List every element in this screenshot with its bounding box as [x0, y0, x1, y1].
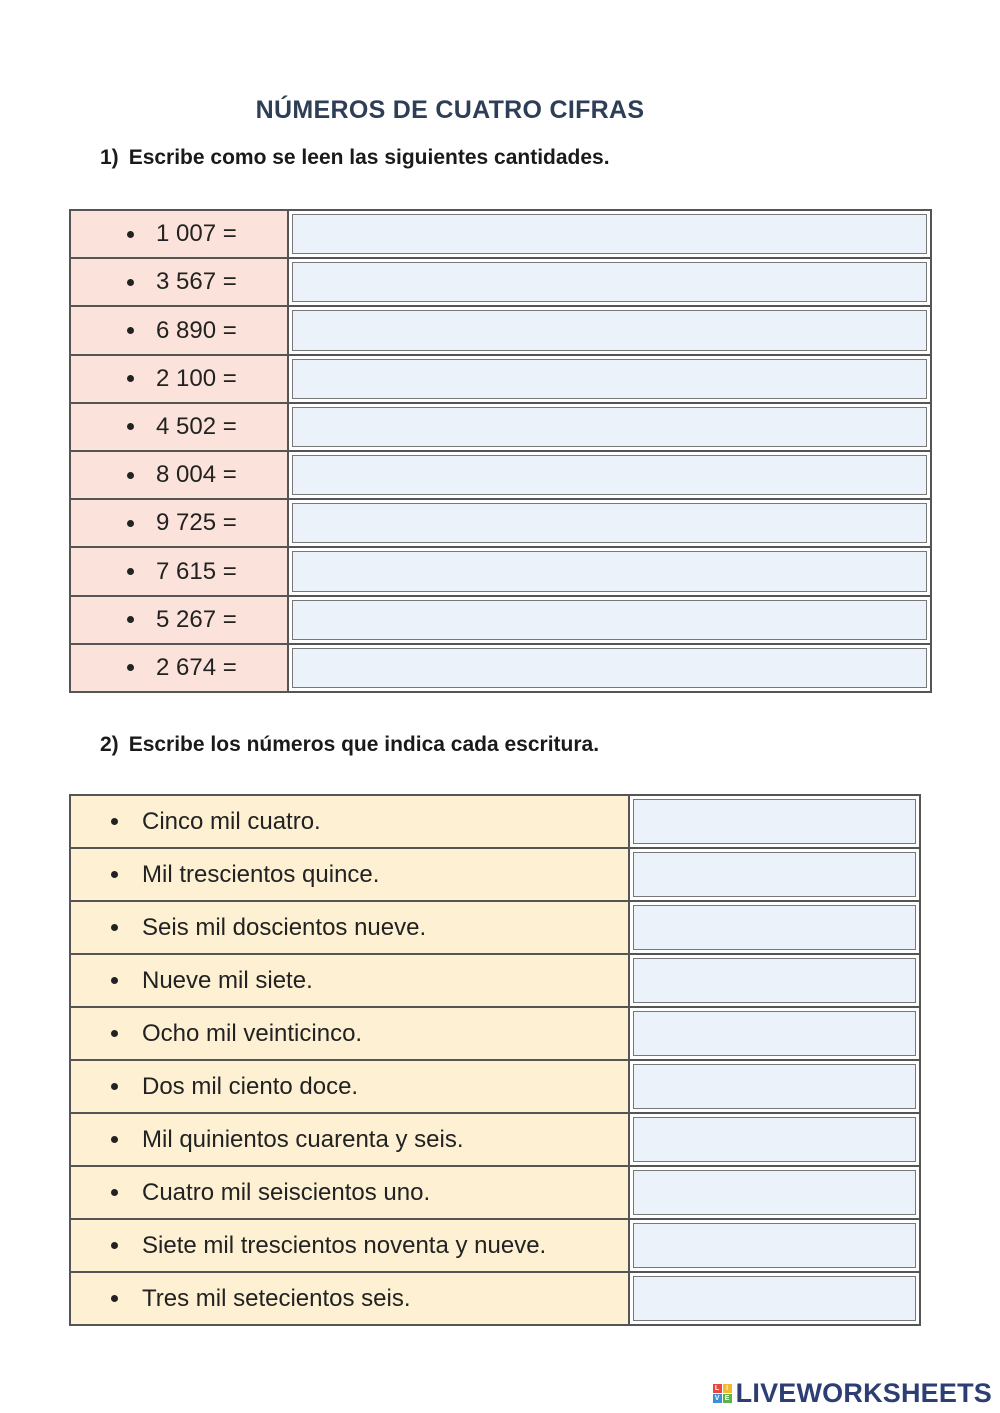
bullet-icon: [127, 520, 134, 527]
bullet-icon: [111, 1083, 118, 1090]
exercise-2-answer-cell: [630, 796, 919, 847]
bullet-icon: [111, 818, 118, 825]
exercise-1-prompt-label: 4 502 =: [156, 412, 237, 440]
exercise-2-prompt-label: Cinco mil cuatro.: [142, 807, 321, 835]
exercise-1-prompt-cell: [71, 307, 287, 353]
exercise-2-prompt-cell: [71, 1114, 628, 1165]
exercise-1-answer-input[interactable]: [292, 359, 927, 399]
exercise-1-answer-input[interactable]: [292, 503, 927, 543]
exercise-1-row: [71, 645, 930, 691]
exercise-2-text: Escribe los números que indica cada escritura.: [128, 733, 600, 756]
liveworksheets-logo-icon: L I V E: [713, 1384, 732, 1403]
exercise-2-answer-cell: [630, 902, 919, 953]
bullet-icon: [111, 871, 118, 878]
exercise-2-answer-cell: [630, 1114, 919, 1165]
exercise-2-answer-input[interactable]: [633, 799, 916, 844]
exercise-2-row: [71, 1008, 919, 1059]
exercise-2-prompt-label: Cuatro mil seiscientos uno.: [142, 1178, 431, 1206]
liveworksheets-logo: [713, 1378, 992, 1409]
exercise-1-row: [71, 548, 930, 594]
exercise-1-row: [71, 404, 930, 450]
exercise-2-prompt-cell: [71, 955, 628, 1006]
exercise-2-row: [71, 1167, 919, 1218]
exercise-1-answer-cell: [289, 500, 930, 546]
exercise-1-answer-input[interactable]: [292, 214, 927, 254]
exercise-1-answer-input[interactable]: [292, 551, 927, 591]
exercise-1-answer-input[interactable]: [292, 407, 927, 447]
exercise-1-row: [71, 307, 930, 353]
exercise-2-prompt-cell: [71, 1167, 628, 1218]
exercise-1-prompt-cell: [71, 452, 287, 498]
bullet-icon: [127, 423, 134, 430]
exercise-1-answer-cell: [289, 307, 930, 353]
exercise-2-row: [71, 955, 919, 1006]
exercise-2-prompt-label: Siete mil trescientos noventa y nueve.: [142, 1231, 547, 1259]
bullet-icon: [127, 616, 134, 623]
exercise-1-number: 1): [100, 146, 119, 169]
exercise-2-answer-input[interactable]: [633, 852, 916, 897]
bullet-icon: [127, 472, 134, 479]
exercise-2-answer-cell: [630, 1061, 919, 1112]
exercise-2-row: [71, 902, 919, 953]
exercise-2-prompt-cell: [71, 902, 628, 953]
exercise-1-prompt-cell: [71, 548, 287, 594]
exercise-2-answer-cell: [630, 849, 919, 900]
exercise-1-table: [69, 209, 932, 693]
page-title: NÚMEROS DE CUATRO CIFRAS: [255, 96, 645, 124]
exercise-2-row: [71, 1220, 919, 1271]
exercise-1-row: [71, 452, 930, 498]
exercise-1-prompt-label: 2 100 =: [156, 364, 237, 392]
exercise-1-prompt-label: 8 004 =: [156, 461, 237, 489]
exercise-1-answer-cell: [289, 404, 930, 450]
exercise-2-prompt-label: Tres mil setecientos seis.: [142, 1284, 411, 1312]
exercise-1-answer-cell: [289, 356, 930, 402]
exercise-2-row: [71, 849, 919, 900]
exercise-2-answer-cell: [630, 1273, 919, 1324]
bullet-icon: [111, 1030, 118, 1037]
bullet-icon: [127, 327, 134, 334]
bullet-icon: [111, 1295, 118, 1302]
exercise-2-answer-input[interactable]: [633, 1011, 916, 1056]
exercise-2-prompt-cell: [71, 1220, 628, 1271]
exercise-1-prompt-label: 2 674 =: [156, 653, 237, 681]
bullet-icon: [111, 977, 118, 984]
exercise-2-answer-cell: [630, 1220, 919, 1271]
exercise-2-row: [71, 796, 919, 847]
exercise-2-prompt-label: Dos mil ciento doce.: [142, 1072, 359, 1100]
exercise-1-prompt-label: 5 267 =: [156, 605, 237, 633]
logo-text: LIVEWORKSHEETS: [735, 1378, 992, 1408]
exercise-1-prompt-label: 6 890 =: [156, 316, 237, 344]
exercise-1-row: [71, 211, 930, 257]
exercise-2-prompt-label: Ocho mil veinticinco.: [142, 1019, 363, 1047]
exercise-2-prompt-cell: [71, 849, 628, 900]
exercise-1-text: Escribe como se leen las siguientes cantidades.: [128, 146, 610, 169]
exercise-1-answer-cell: [289, 452, 930, 498]
exercise-1-prompt-label: 3 567 =: [156, 268, 237, 296]
exercise-1-prompt-cell: [71, 404, 287, 450]
exercise-2-answer-input[interactable]: [633, 1117, 916, 1162]
exercise-1-answer-cell: [289, 211, 930, 257]
exercise-1-row: [71, 597, 930, 643]
exercise-2-prompt-cell: [71, 796, 628, 847]
exercise-1-prompt-cell: [71, 645, 287, 691]
exercise-1-prompt-cell: [71, 500, 287, 546]
bullet-icon: [127, 375, 134, 382]
exercise-2-answer-input[interactable]: [633, 1064, 916, 1109]
exercise-2-answer-cell: [630, 955, 919, 1006]
exercise-1-prompt-cell: [71, 211, 287, 257]
exercise-2-answer-input[interactable]: [633, 1223, 916, 1268]
exercise-2-answer-input[interactable]: [633, 905, 916, 950]
bullet-icon: [127, 279, 134, 286]
exercise-2-answer-cell: [630, 1167, 919, 1218]
exercise-1-prompt-label: 7 615 =: [156, 557, 237, 585]
exercise-2-row: [71, 1061, 919, 1112]
exercise-2-prompt-cell: [71, 1008, 628, 1059]
exercise-1-answer-input[interactable]: [292, 648, 927, 688]
exercise-2-table: [69, 794, 921, 1326]
exercise-1-prompt-cell: [71, 597, 287, 643]
exercise-1-answer-input[interactable]: [292, 455, 927, 495]
exercise-1-prompt-cell: [71, 356, 287, 402]
exercise-2-number: 2): [100, 733, 119, 756]
bullet-icon: [111, 1189, 118, 1196]
exercise-2-answer-cell: [630, 1008, 919, 1059]
bullet-icon: [127, 231, 134, 238]
exercise-2-prompt-label: Mil trescientos quince.: [142, 860, 380, 888]
exercise-1-row: [71, 500, 930, 546]
exercise-1-row: [71, 259, 930, 305]
exercise-1-answer-cell: [289, 645, 930, 691]
exercise-2-prompt-cell: [71, 1273, 628, 1324]
bullet-icon: [111, 1242, 118, 1249]
exercise-2-row: [71, 1114, 919, 1165]
exercise-1-instruction: [100, 146, 610, 170]
exercise-1-answer-input[interactable]: [292, 600, 927, 640]
bullet-icon: [127, 664, 134, 671]
bullet-icon: [111, 924, 118, 931]
exercise-2-prompt-cell: [71, 1061, 628, 1112]
exercise-2-row: [71, 1273, 919, 1324]
exercise-1-prompt-cell: [71, 259, 287, 305]
exercise-1-answer-cell: [289, 597, 930, 643]
exercise-1-row: [71, 356, 930, 402]
exercise-2-answer-input[interactable]: [633, 958, 916, 1003]
exercise-2-prompt-label: Seis mil doscientos nueve.: [142, 913, 427, 941]
exercise-2-answer-input[interactable]: [633, 1170, 916, 1215]
exercise-1-prompt-label: 9 725 =: [156, 509, 237, 537]
exercise-1-answer-cell: [289, 548, 930, 594]
exercise-2-prompt-label: Nueve mil siete.: [142, 966, 313, 994]
exercise-2-prompt-label: Mil quinientos cuarenta y seis.: [142, 1125, 464, 1153]
exercise-1-answer-cell: [289, 259, 930, 305]
exercise-1-answer-input[interactable]: [292, 310, 927, 350]
exercise-2-instruction: [100, 733, 599, 757]
exercise-1-answer-input[interactable]: [292, 262, 927, 302]
bullet-icon: [111, 1136, 118, 1143]
bullet-icon: [127, 568, 134, 575]
exercise-1-prompt-label: 1 007 =: [156, 220, 237, 248]
exercise-2-answer-input[interactable]: [633, 1276, 916, 1321]
